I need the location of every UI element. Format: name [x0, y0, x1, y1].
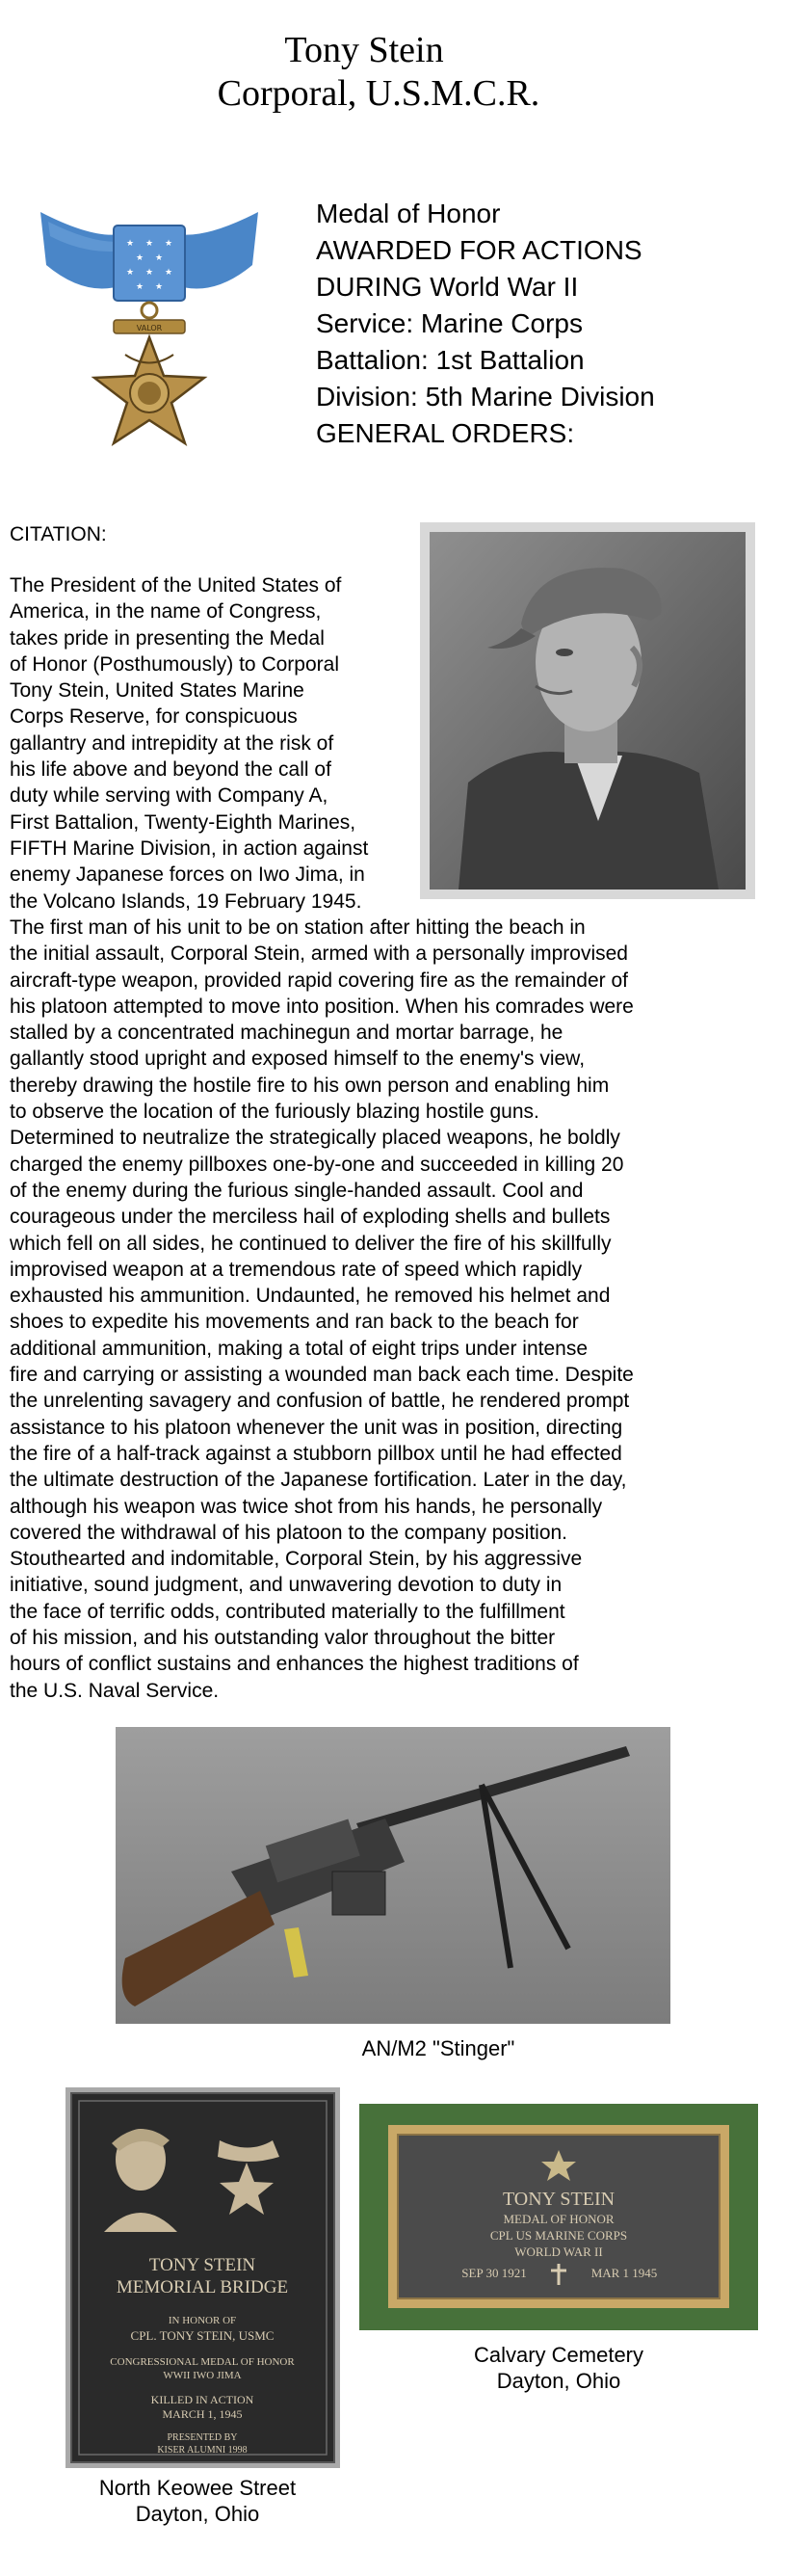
svg-text:★: ★: [154, 282, 164, 292]
svg-text:★: ★: [144, 268, 154, 278]
grave-line: MAR 1 1945: [590, 2266, 658, 2280]
plaque-line: IN HONOR OF: [168, 2315, 237, 2326]
plaque-line: PRESENTED BY: [167, 2432, 238, 2443]
citation-line: exhausted his ammunition. Undaunted, he removed his helmet and: [10, 1285, 611, 1308]
svg-text:VALOR: VALOR: [136, 324, 163, 332]
award-info-line: AWARDED FOR ACTIONS: [316, 235, 642, 265]
citation-line: charged the enemy pillboxes one-by-one and succeeded in killing 20: [10, 1153, 624, 1176]
medal-of-honor-image: [39, 193, 260, 463]
page-title-name: Tony Stein: [284, 30, 444, 70]
grave-caption: [405, 2342, 713, 2394]
citation-line: Corps Reserve, for conspicuous: [10, 705, 298, 729]
svg-text:★: ★: [135, 253, 144, 263]
plaque-line: MEMORIAL BRIDGE: [116, 2277, 289, 2297]
citation-line: shoes to expedite his movements and ran back to the beach for: [10, 1311, 579, 1334]
plaque-line: TONY STEIN: [148, 2255, 256, 2275]
citation-line: enemy Japanese forces on Iwo Jima, in: [10, 863, 365, 887]
citation-line: thereby drawing the hostile fire to his own person and enabling him: [10, 1074, 610, 1097]
citation-line: Stouthearted and indomitable, Corporal Stein, by his aggressive: [10, 1548, 583, 1571]
citation-line: the Volcano Islands, 19 February 1945.: [10, 890, 362, 913]
citation-label: CITATION:: [10, 523, 107, 545]
grave-line: CPL US MARINE CORPS: [489, 2228, 628, 2243]
plaque-caption: [58, 2475, 337, 2527]
memorial-plaque-photo: [66, 2087, 340, 2468]
citation-line: covered the withdrawal of his platoon to the company position.: [10, 1521, 568, 1544]
award-info-line: Medal of Honor: [316, 199, 501, 228]
citation-line: Tony Stein, United States Marine: [10, 679, 304, 703]
svg-text:★: ★: [144, 239, 154, 249]
grave-caption-line: Calvary Cemetery: [473, 2343, 644, 2367]
citation-line: the unrelenting savagery and confusion of battle, he rendered prompt: [10, 1390, 630, 1413]
citation-line: gallantly stood upright and exposed himself to the enemy's view,: [10, 1048, 586, 1071]
citation-line: his life above and beyond the call of: [10, 758, 331, 782]
citation-line: which fell on all sides, he continued to deliver the fire of his skillfully: [10, 1232, 612, 1255]
svg-text:★: ★: [164, 268, 173, 278]
citation-line: The President of the United States of: [10, 574, 342, 597]
award-info-line: Division: 5th Marine Division: [316, 382, 655, 412]
grave-line: TONY STEIN: [502, 2189, 616, 2210]
portrait-photo: [430, 532, 746, 890]
svg-text:★: ★: [135, 282, 144, 292]
citation-line: assistance to his platoon whenever the unit was in position, directing: [10, 1416, 623, 1439]
plaque-line: CPL. TONY STEIN, USMC: [130, 2328, 275, 2343]
citation-line: additional ammunition, making a total of eight trips under intense: [10, 1337, 589, 1360]
svg-text:★: ★: [154, 253, 164, 263]
portrait-frame: [420, 522, 755, 899]
citation-line: to observe the location of the furiously blazing hostile guns.: [10, 1101, 539, 1124]
citation-line: the U.S. Naval Service.: [10, 1679, 220, 1702]
plaque-line: KILLED IN ACTION: [150, 2393, 254, 2406]
citation-line: gallantry and intrepidity at the risk of: [10, 731, 334, 755]
grave-marker-photo: [359, 2104, 758, 2330]
citation-line: First Battalion, Twenty-Eighth Marines,: [10, 810, 356, 834]
citation-line: America, in the name of Congress,: [10, 600, 322, 624]
grave-caption-line: Dayton, Ohio: [496, 2369, 621, 2393]
citation-line: of Honor (Posthumously) to Corporal: [10, 652, 339, 676]
weapon-photo: [116, 1727, 670, 2024]
citation-line: hours of conflict sustains and enhances the highest traditions of: [10, 1653, 579, 1676]
citation-line: initiative, sound judgment, and unwavering devotion to duty in: [10, 1574, 563, 1597]
award-info-line: Service: Marine Corps: [316, 308, 583, 338]
page-title-rank: Corporal, U.S.M.C.R.: [217, 73, 540, 114]
citation-body: [10, 915, 780, 1704]
svg-text:★: ★: [125, 268, 135, 278]
citation-line: improvised weapon at a tremendous rate of speed which rapidly: [10, 1258, 583, 1281]
citation-intro: [10, 572, 409, 915]
citation-line: Determined to neutralize the strategically placed weapons, he boldly: [10, 1127, 620, 1150]
citation-line: the face of terrific odds, contributed materially to the fulfillment: [10, 1600, 565, 1623]
citation-line: FIFTH Marine Division, in action against: [10, 837, 369, 860]
citation-line: the initial assault, Corporal Stein, armed with a personally improvised: [10, 943, 628, 966]
grave-line: SEP 30 1921: [461, 2266, 527, 2280]
weapon-caption: AN/M2 "Stinger": [361, 2036, 515, 2060]
award-info-line: DURING World War II: [316, 272, 579, 302]
citation-line: The first man of his unit to be on station after hitting the beach in: [10, 916, 586, 939]
award-info-line: GENERAL ORDERS:: [316, 418, 575, 448]
citation-line: takes pride in presenting the Medal: [10, 626, 325, 650]
plaque-line: MARCH 1, 1945: [162, 2407, 243, 2421]
plaque-line: CONGRESSIONAL MEDAL OF HONOR: [110, 2356, 295, 2368]
citation-line: stalled by a concentrated machinegun and mortar barrage, he: [10, 1022, 563, 1045]
svg-text:★: ★: [164, 239, 173, 249]
citation-line: fire and carrying or assisting a wounded man back each time. Despite: [10, 1364, 634, 1387]
citation-line: his platoon attempted to move into position. When his comrades were: [10, 995, 634, 1018]
award-info-line: Battalion: 1st Battalion: [316, 345, 585, 375]
grave-line: MEDAL OF HONOR: [503, 2212, 615, 2226]
grave-line: WORLD WAR II: [514, 2244, 603, 2259]
citation-line: courageous under the merciless hail of exploding shells and bullets: [10, 1206, 611, 1229]
plaque-line: KISER ALUMNI 1998: [157, 2445, 248, 2456]
citation-line: the fire of a half-track against a stubborn pillbox until he had effected: [10, 1442, 622, 1465]
citation-line: the ultimate destruction of the Japanese fortification. Later in the day,: [10, 1469, 627, 1492]
citation-line: duty while serving with Company A,: [10, 784, 328, 808]
plaque-caption-line: Dayton, Ohio: [135, 2502, 260, 2526]
citation-line: of the enemy during the furious single-handed assault. Cool and: [10, 1179, 584, 1202]
plaque-caption-line: North Keowee Street: [98, 2476, 297, 2500]
award-info: [316, 196, 655, 452]
title-block: [0, 29, 786, 116]
citation-line: aircraft-type weapon, provided rapid covering fire as the remainder of: [10, 969, 628, 992]
plaque-line: WWII IWO JIMA: [163, 2370, 242, 2381]
svg-text:★: ★: [125, 239, 135, 249]
citation-line: although his weapon was twice shot from his hands, he personally: [10, 1495, 603, 1518]
citation-line: of his mission, and his outstanding valor throughout the bitter: [10, 1627, 556, 1650]
